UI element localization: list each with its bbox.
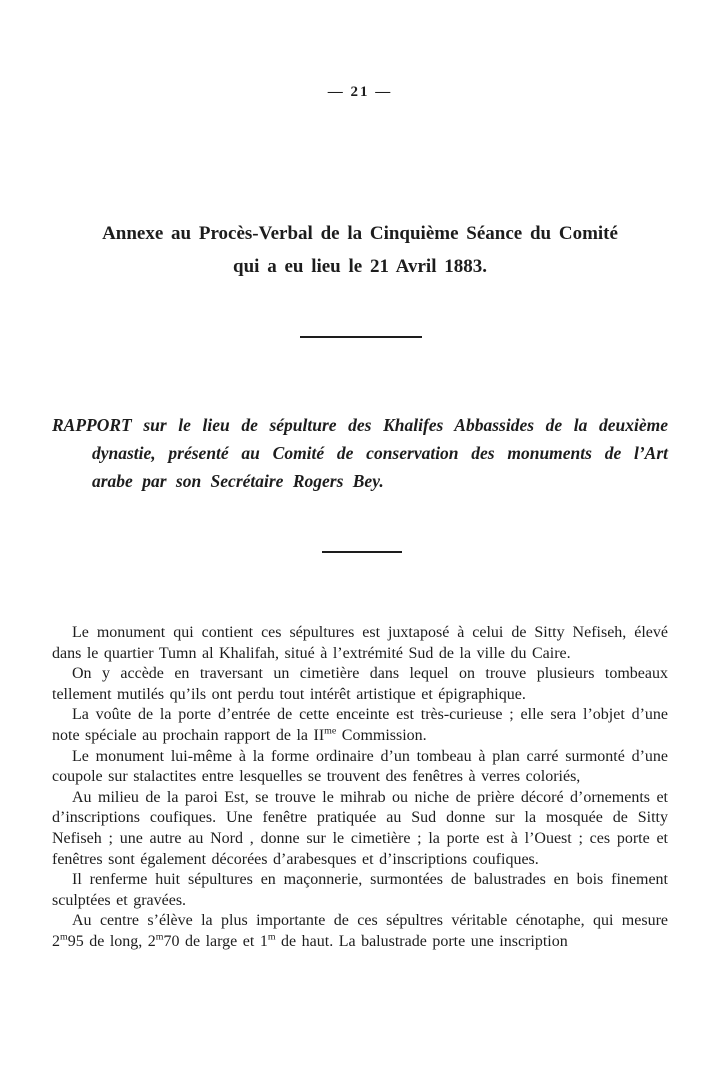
- cenotaph-text-2: 95 de long, 2: [67, 932, 156, 950]
- cenotaph-text-4: de haut. La balustrade porte une inscription: [275, 932, 568, 950]
- annex-heading-line2: qui a eu lieu le 21 Avril 1883.: [233, 256, 487, 277]
- paragraph-mihrab-windows: Au milieu de la paroi Est, se trouve le mihrab ou niche de prière décoré d’ornements et d’inscriptions coufiques. Une fenêtre pratiquée au Sud donne sur la mosquée de Sitty Nefiseh ; une autre au Nord , donne sur le cimetière ; la porte est à l’Ouest ; ces porte et fenêtres sont également décorées d’arabesques et d’inscriptions coufiques.: [52, 788, 668, 868]
- paragraph-eight-tombs: Il renferme huit sépultures en maçonnerie, surmontées de balustrades en bois finement sculptées et gravées.: [52, 871, 668, 909]
- paragraph-entrance-vault: [52, 705, 668, 746]
- paragraph-cenotaph-dimensions: [52, 911, 668, 952]
- paragraph-cemetery-access: On y accède en traversant un cimetière dans lequel on trouve plusieurs tombeaux tellement mutilés qu’ils ont perdu tout intérêt artistique et épigraphique.: [52, 665, 668, 703]
- annex-heading-line1: Annexe au Procès-Verbal de la Cinquième Séance du Comité: [102, 223, 618, 244]
- page-number: — 21 —: [327, 84, 393, 100]
- section-divider-top: [300, 336, 422, 338]
- cenotaph-text-1: Au centre s’élève la plus importante de ces sépultres véritable cénotaphe, qui mesure 2: [52, 912, 668, 950]
- report-title: RAPPORT sur le lieu de sépulture des Khalifes Abbassides de la deuxième dynastie, présenté au Comité de conservation des monuments de l’Art arabe par son Secrétaire Rogers Bey.: [52, 415, 668, 491]
- annex-heading: [40, 217, 680, 283]
- paragraph-entrance-vault-text-end: Commission.: [336, 726, 427, 744]
- paragraph-entrance-vault-text: La voûte de la porte d’entrée de cette enceinte est très-curieuse ; elle sera l’objet d’une note spéciale au prochain rapport de la II: [52, 706, 668, 744]
- section-divider-bottom: [322, 551, 402, 553]
- metre-superscript-1: m: [60, 931, 68, 943]
- paragraph-monument-shape: Le monument lui-même à la forme ordinaire d’un tombeau à plan carré surmonté d’une coupole sur stalactites entre lesquelles se trouvent des fenêtres à verres coloriés,: [52, 747, 668, 786]
- metre-superscript-3: m: [267, 931, 276, 943]
- body-text: [52, 623, 668, 953]
- commission-ordinal-superscript: me: [324, 725, 337, 737]
- metre-superscript-2: m: [155, 931, 164, 943]
- cenotaph-text-3: 70 de large et 1: [163, 932, 268, 950]
- paragraph-monument-location: Le monument qui contient ces sépultures est juxtaposé à celui de Sitty Nefiseh, élevé dans le quartier Tumn al Khalifah, situé à l’extrémité Sud de la ville du Caire.: [52, 624, 668, 662]
